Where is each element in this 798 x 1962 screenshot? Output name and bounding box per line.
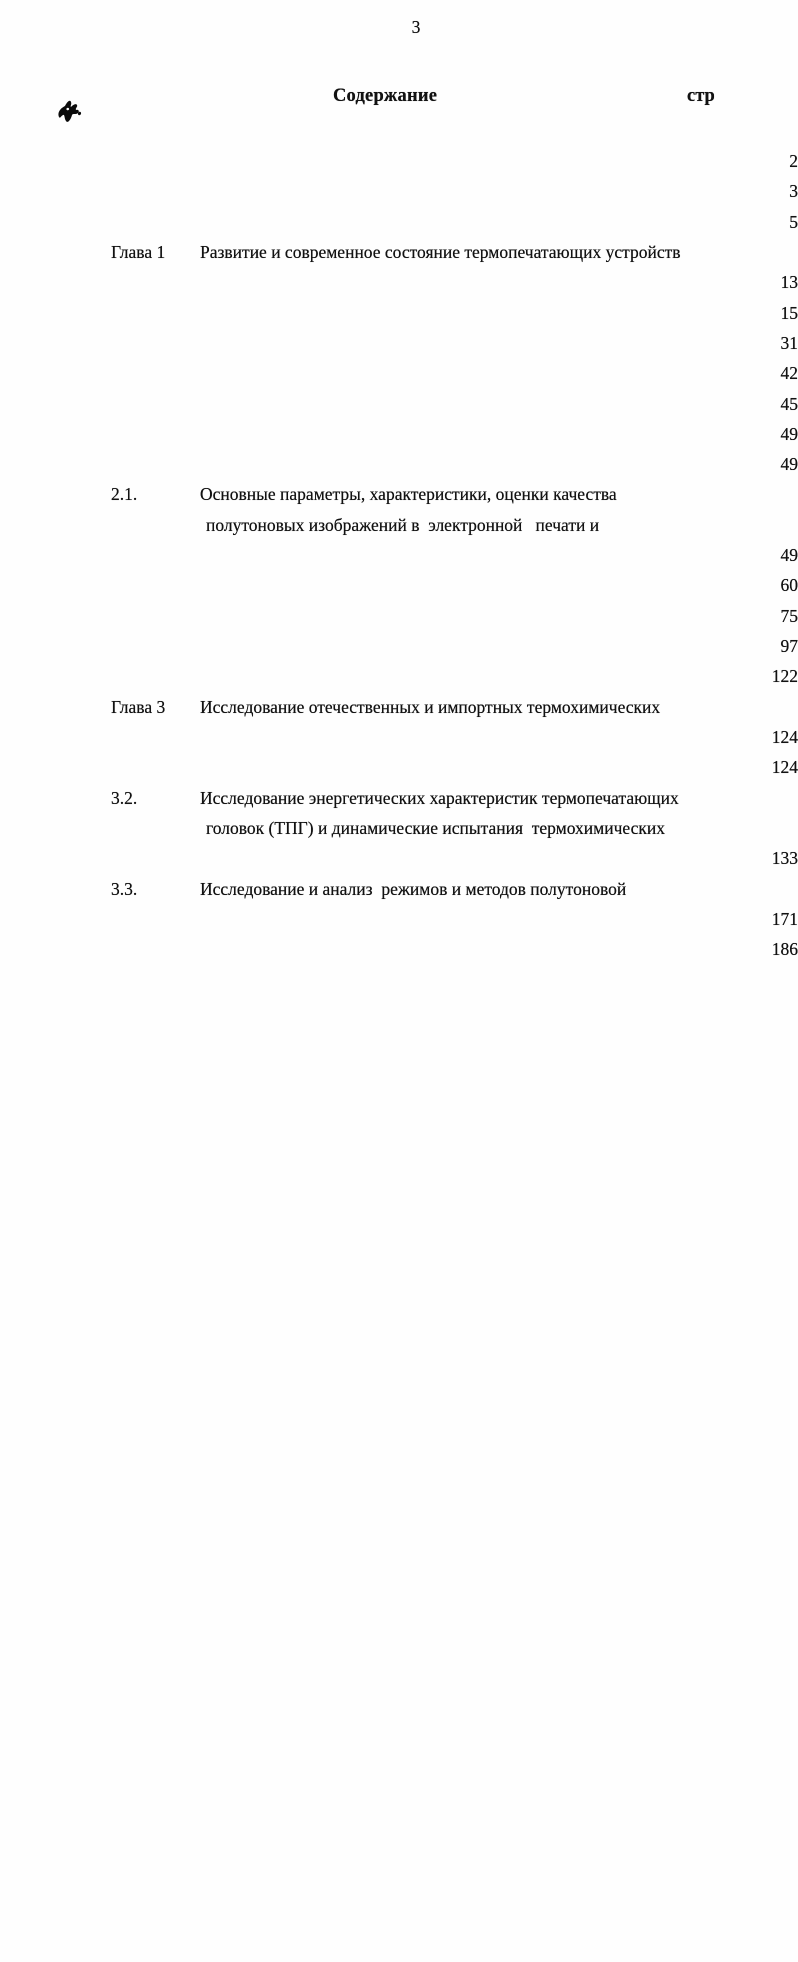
toc-line: [0, 389, 798, 419]
toc-entry-page: 60: [0, 570, 798, 1598]
toc-line: [0, 631, 798, 661]
toc-line: [0, 267, 798, 297]
toc-entry-page: 49: [0, 540, 798, 1568]
toc-entry-page: 75: [0, 601, 798, 1629]
toc-entry-title: Исследование и анализ режимов и методов полутоновой: [200, 878, 627, 899]
toc-entry-page: 171: [0, 904, 798, 1932]
toc-line: [0, 722, 798, 752]
toc-entry-page: 124: [0, 722, 798, 1750]
toc-line: [0, 934, 798, 964]
toc-line: [0, 298, 798, 328]
toc-line: [0, 328, 798, 358]
toc-entry-title: Исследование энергетических характеристик термопечатающих: [200, 787, 679, 808]
toc-entry-page: 5: [0, 207, 798, 1235]
toc-line: [0, 479, 798, 509]
toc-entry-page: 2: [0, 146, 798, 1174]
toc-entry-page: 49: [0, 449, 798, 1477]
toc-entry-page: 45: [0, 389, 798, 1417]
toc-entry-number: Глава 3: [111, 696, 166, 717]
toc-entry-page: 124: [0, 752, 798, 1780]
toc-entry-number: 3.3.: [111, 878, 138, 899]
toc-entry-page: 49: [0, 419, 798, 1447]
ink-stain-icon: [55, 95, 87, 131]
toc-entry-title: Основные параметры, характеристики, оценки качества: [200, 484, 617, 505]
toc-entry-number: 2.1.: [111, 484, 138, 505]
toc-line: [0, 358, 798, 388]
toc-line: [0, 449, 798, 479]
toc-line: [0, 783, 798, 813]
toc-line: [0, 237, 798, 267]
toc-line: [0, 601, 798, 631]
toc-entry-page: 133: [0, 843, 798, 1871]
toc-line: [0, 813, 798, 843]
toc-line: [0, 207, 798, 237]
toc-line: [0, 419, 798, 449]
toc-line: [0, 146, 798, 176]
toc-line: [0, 661, 798, 691]
toc-entry-title: Развитие и современное состояние термопечатающих устройств: [200, 241, 681, 262]
toc-entry-page: 186: [0, 934, 798, 1962]
toc-entry-page: 31: [0, 328, 798, 1356]
table-of-contents: [0, 146, 798, 964]
toc-heading: Содержание: [333, 86, 438, 106]
toc-entry-page: 97: [0, 631, 798, 1659]
page-column-header: стр: [687, 86, 715, 106]
toc-line: [0, 540, 798, 570]
page-number: 3: [411, 17, 421, 37]
toc-line: [0, 570, 798, 600]
toc-entry-page: 42: [0, 358, 798, 1386]
toc-entry-number: 3.2.: [111, 787, 138, 808]
toc-entry-title: Исследование отечественных и импортных термохимических: [200, 696, 661, 717]
toc-line: [0, 874, 798, 904]
toc-line: [0, 843, 798, 873]
toc-entry-page: 13: [0, 267, 798, 1295]
toc-line: [0, 904, 798, 934]
toc-entry-page: 3: [0, 176, 798, 1204]
toc-entry-title: головок (ТПГ) и динамические испытания термохимических: [206, 817, 665, 838]
toc-entry-title: полутоновых изображений в электронной печати и: [206, 514, 600, 535]
toc-line: [0, 510, 798, 540]
toc-line: [0, 176, 798, 206]
toc-entry-page: 15: [0, 298, 798, 1326]
toc-entry-page: 122: [0, 661, 798, 1689]
toc-line: [0, 752, 798, 782]
toc-line: [0, 692, 798, 722]
toc-entry-number: Глава 1: [111, 241, 166, 262]
